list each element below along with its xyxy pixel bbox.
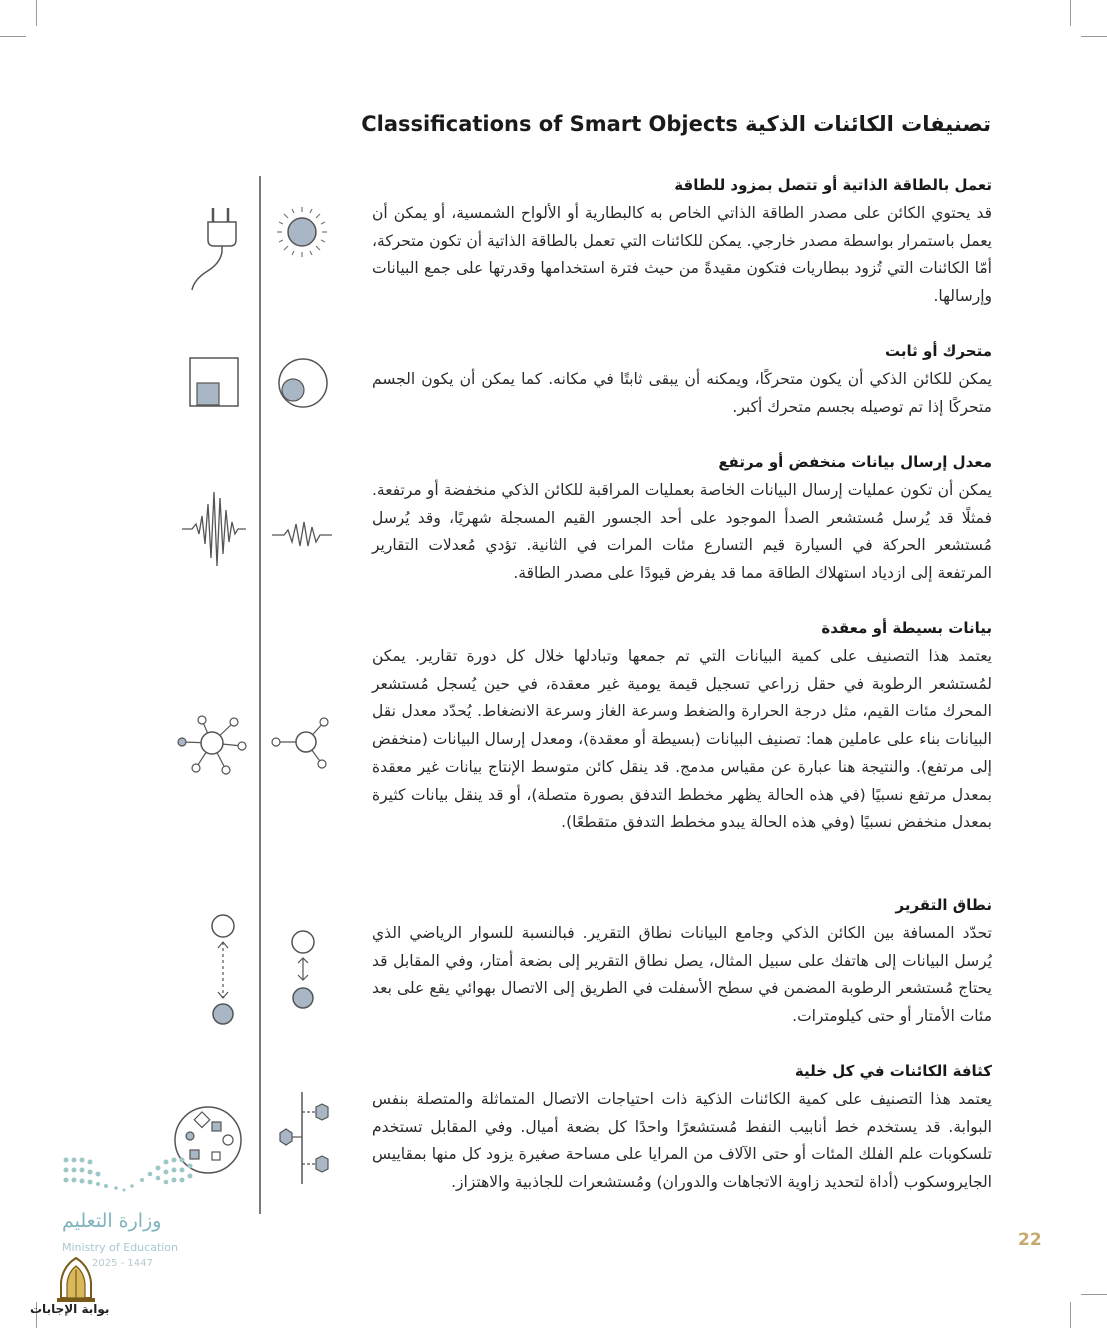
- simple-data-icon: [270, 712, 334, 774]
- section-body: يعتمد هذا التصنيف على كمية الكائنات الذكية ذات احتياجات الاتصال المتماثلة والمتصلة بنفس البوابة. قد يستخدم خط أنابيب النفط مُستشعرًا واحدًا كل بضعة أميال. وفي المقابل تستخدم تلسكوبات علم الفلك المئات أو حتى الآلاف من المرايا على مساحة صغيرة يزود كل منها بمقاييس الجايروسكوب (أداة لتحديد زاوية الاتجاهات والدوران) ومُستشعرات للجاذبية والاهتزاز.: [372, 1090, 992, 1192]
- circle-object-icon: [276, 356, 330, 410]
- vertical-divider: [259, 176, 261, 1214]
- crop-mark: [1070, 1302, 1071, 1328]
- crop-mark: [1081, 36, 1107, 37]
- page-title: تصنيفات الكائنات الذكية Classifications of Smart Objects: [361, 112, 991, 136]
- site-logo-icon: [40, 1254, 112, 1304]
- section-data-rate: [372, 453, 992, 588]
- long-range-icon: [204, 912, 244, 1030]
- ministry-logo-icon: [60, 1150, 210, 1198]
- high-rate-wave-icon: [182, 488, 246, 570]
- section-heading: تعمل بالطاقة الذاتية أو تتصل بمزود للطاقة: [674, 176, 992, 194]
- section-body: تحدّد المسافة بين الكائن الذكي وجامع البيانات نطاق التقرير. فبالنسبة للسوار الرياضي الذي يُرسل البيانات إلى هاتفك على سبيل المثال، يصل نطاق التقرير إلى بضعة أمتار، وفي المقابل قد يحتاج مُستشعر الرطوبة المضمن في سطح الأسفلت في الطريق إلى الاتصال بهوائي يقع على بعد مئات الأمتار أو حتى كيلومترات.: [372, 924, 992, 1026]
- ministry-year: 2025 - 1447: [92, 1258, 153, 1269]
- short-range-icon: [284, 928, 324, 1014]
- sun-icon: [272, 202, 332, 262]
- page-number: 22: [1018, 1230, 1042, 1250]
- section-object-density: [372, 1062, 992, 1197]
- complex-data-icon: [176, 710, 250, 780]
- section-body: يعتمد هذا التصنيف على كمية البيانات التي تم جمعها وتبادلها خلال كل دورة تقارير. يمكن لمُستشعر الرطوبة في حقل زراعي تسجيل قيمة يومية غير معقدة، في حين يُسجل مُستشعر المحرك مئات القيم، مثل درجة الحرارة والضغط وسرعة الغاز وسرعة الانضغاط. يُحدّد معدل نقل البيانات بناء على عاملين هما: تصنيف البيانات (بسيطة أو معقدة)، ومعدل إرسال البيانات (منخفض إلى مرتفع). والنتيجة هنا عبارة عن مقياس مدمج. قد ينقل كائن متوسط الإنتاج بيانات غير معقدة بمعدل مرتفع نسبيًا (في هذه الحالة يظهر مخطط التدفق بصورة متصلة)، أو قد ينقل بيانات كثيرة بمعدل منخفض نسبيًا (وفي هذه الحالة يبدو مخطط التدفق متقطعًا).: [372, 647, 992, 832]
- section-body: يمكن أن تكون عمليات إرسال البيانات الخاصة بعمليات المراقبة للكائن الذكي منخفضة أو مرتفعة. فمثلًا قد يُرسل مُستشعر الصدأ الموجود على أحد الجسور القيم المسجلة شهريًا، وقد يُرسل مُستشعر الحركة في السيارة قيم التسارع مئات المرات في الثانية. تؤدي مُعدلات التقارير المرتفعة إلى ازدياد استهلاك الطاقة مما قد يفرض قيودًا على مصدر الطاقة.: [372, 481, 992, 583]
- section-body: قد يحتوي الكائن على مصدر الطاقة الذاتي الخاص به كالبطارية أو الألواح الشمسية، أو يمكن أن يعمل باستمرار بواسطة مصدر خارجي. يمكن للكائنات التي تعمل بالطاقة الذاتية أن تكون متحركة، أمّا الكائنات التي تُزود ببطاريات فتكون مقيدةً من حيث فترة استخدامها وقدرتها على جمع البيانات وإرسالها.: [372, 204, 992, 306]
- crop-mark: [0, 36, 26, 37]
- section-heading: كثافة الكائنات في كل خلية: [794, 1062, 992, 1080]
- ministry-name-en: Ministry of Education: [62, 1241, 179, 1254]
- section-body: يمكن للكائن الذكي أن يكون متحركًا، ويمكنه أن يبقى ثابتًا في مكانه. كما يمكن أن يكون الجسم متحركًا إذا تم توصيله بجسم متحرك أكبر.: [372, 370, 992, 416]
- section-power-source: [372, 176, 992, 311]
- section-heading: معدل إرسال بيانات منخفض أو مرتفع: [718, 453, 992, 471]
- plug-icon: [180, 200, 240, 295]
- crop-mark: [1081, 1294, 1107, 1295]
- section-heading: نطاق التقرير: [895, 896, 992, 914]
- ministry-name-ar: وزارة التعليم: [62, 1210, 162, 1232]
- site-name: بوابة الإجابات: [30, 1302, 110, 1316]
- section-reporting-range: [372, 896, 992, 1031]
- crop-mark: [36, 0, 37, 26]
- low-rate-wave-icon: [272, 518, 332, 552]
- section-data-complexity: [372, 619, 992, 837]
- section-heading: متحرك أو ثابت: [885, 342, 992, 360]
- crop-mark: [1070, 0, 1071, 26]
- square-object-icon: [188, 356, 240, 408]
- sparse-cell-icon: [270, 1090, 336, 1186]
- section-mobility: [372, 342, 992, 421]
- section-heading: بيانات بسيطة أو معقدة: [821, 619, 992, 637]
